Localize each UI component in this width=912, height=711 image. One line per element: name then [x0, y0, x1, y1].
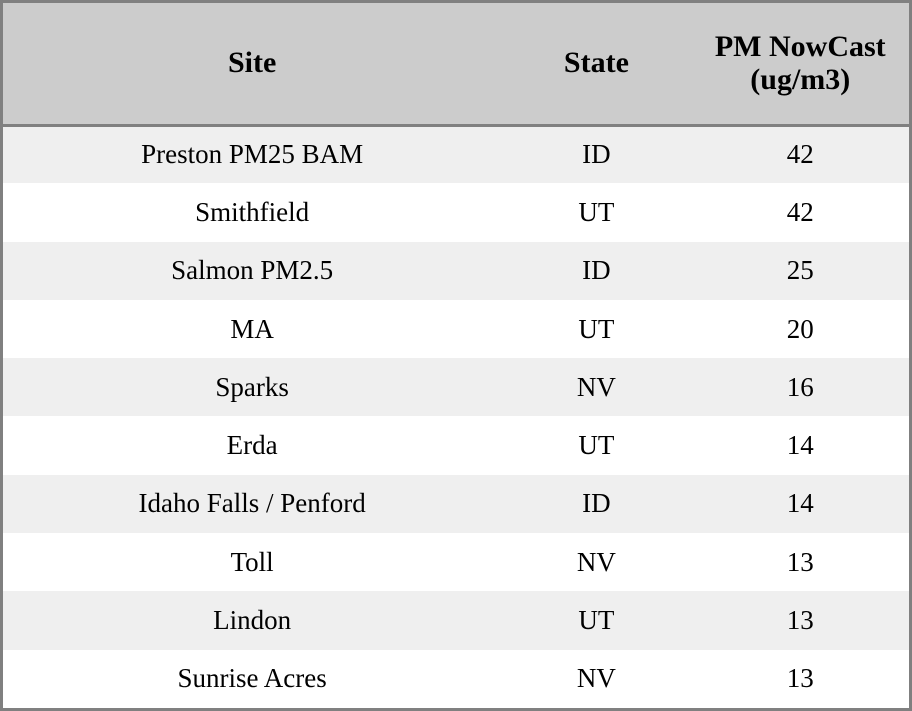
- cell-site: Salmon PM2.5: [3, 242, 501, 300]
- cell-state: UT: [501, 300, 691, 358]
- cell-site: Erda: [3, 416, 501, 474]
- table-row: [3, 125, 909, 183]
- cell-value: 13: [692, 650, 909, 708]
- table-row: [3, 591, 909, 649]
- cell-value: 14: [692, 416, 909, 474]
- cell-site: MA: [3, 300, 501, 358]
- table-row: [3, 650, 909, 708]
- column-header-state: State: [501, 3, 691, 125]
- table-row: [3, 416, 909, 474]
- table-header-row: [3, 3, 909, 125]
- cell-state: NV: [501, 650, 691, 708]
- table-row: [3, 475, 909, 533]
- pm-nowcast-table: [3, 3, 909, 708]
- cell-state: UT: [501, 183, 691, 241]
- table-row: [3, 358, 909, 416]
- cell-value: 14: [692, 475, 909, 533]
- cell-state: ID: [501, 475, 691, 533]
- table-row: [3, 300, 909, 358]
- cell-value: 42: [692, 183, 909, 241]
- cell-state: NV: [501, 358, 691, 416]
- cell-value: 13: [692, 533, 909, 591]
- column-header-site: Site: [3, 3, 501, 125]
- cell-value: 42: [692, 125, 909, 183]
- column-header-pm-nowcast: PM NowCast (ug/m3): [692, 3, 909, 125]
- cell-site: Sparks: [3, 358, 501, 416]
- cell-value: 16: [692, 358, 909, 416]
- table-body: [3, 125, 909, 708]
- cell-site: Sunrise Acres: [3, 650, 501, 708]
- table-row: [3, 183, 909, 241]
- cell-state: UT: [501, 416, 691, 474]
- cell-value: 13: [692, 591, 909, 649]
- table-row: [3, 242, 909, 300]
- cell-state: NV: [501, 533, 691, 591]
- cell-state: ID: [501, 125, 691, 183]
- cell-site: Idaho Falls / Penford: [3, 475, 501, 533]
- cell-state: UT: [501, 591, 691, 649]
- table-header: [3, 3, 909, 125]
- cell-state: ID: [501, 242, 691, 300]
- cell-site: Lindon: [3, 591, 501, 649]
- table-row: [3, 533, 909, 591]
- cell-value: 25: [692, 242, 909, 300]
- cell-site: Smithfield: [3, 183, 501, 241]
- cell-site: Toll: [3, 533, 501, 591]
- cell-value: 20: [692, 300, 909, 358]
- cell-site: Preston PM25 BAM: [3, 125, 501, 183]
